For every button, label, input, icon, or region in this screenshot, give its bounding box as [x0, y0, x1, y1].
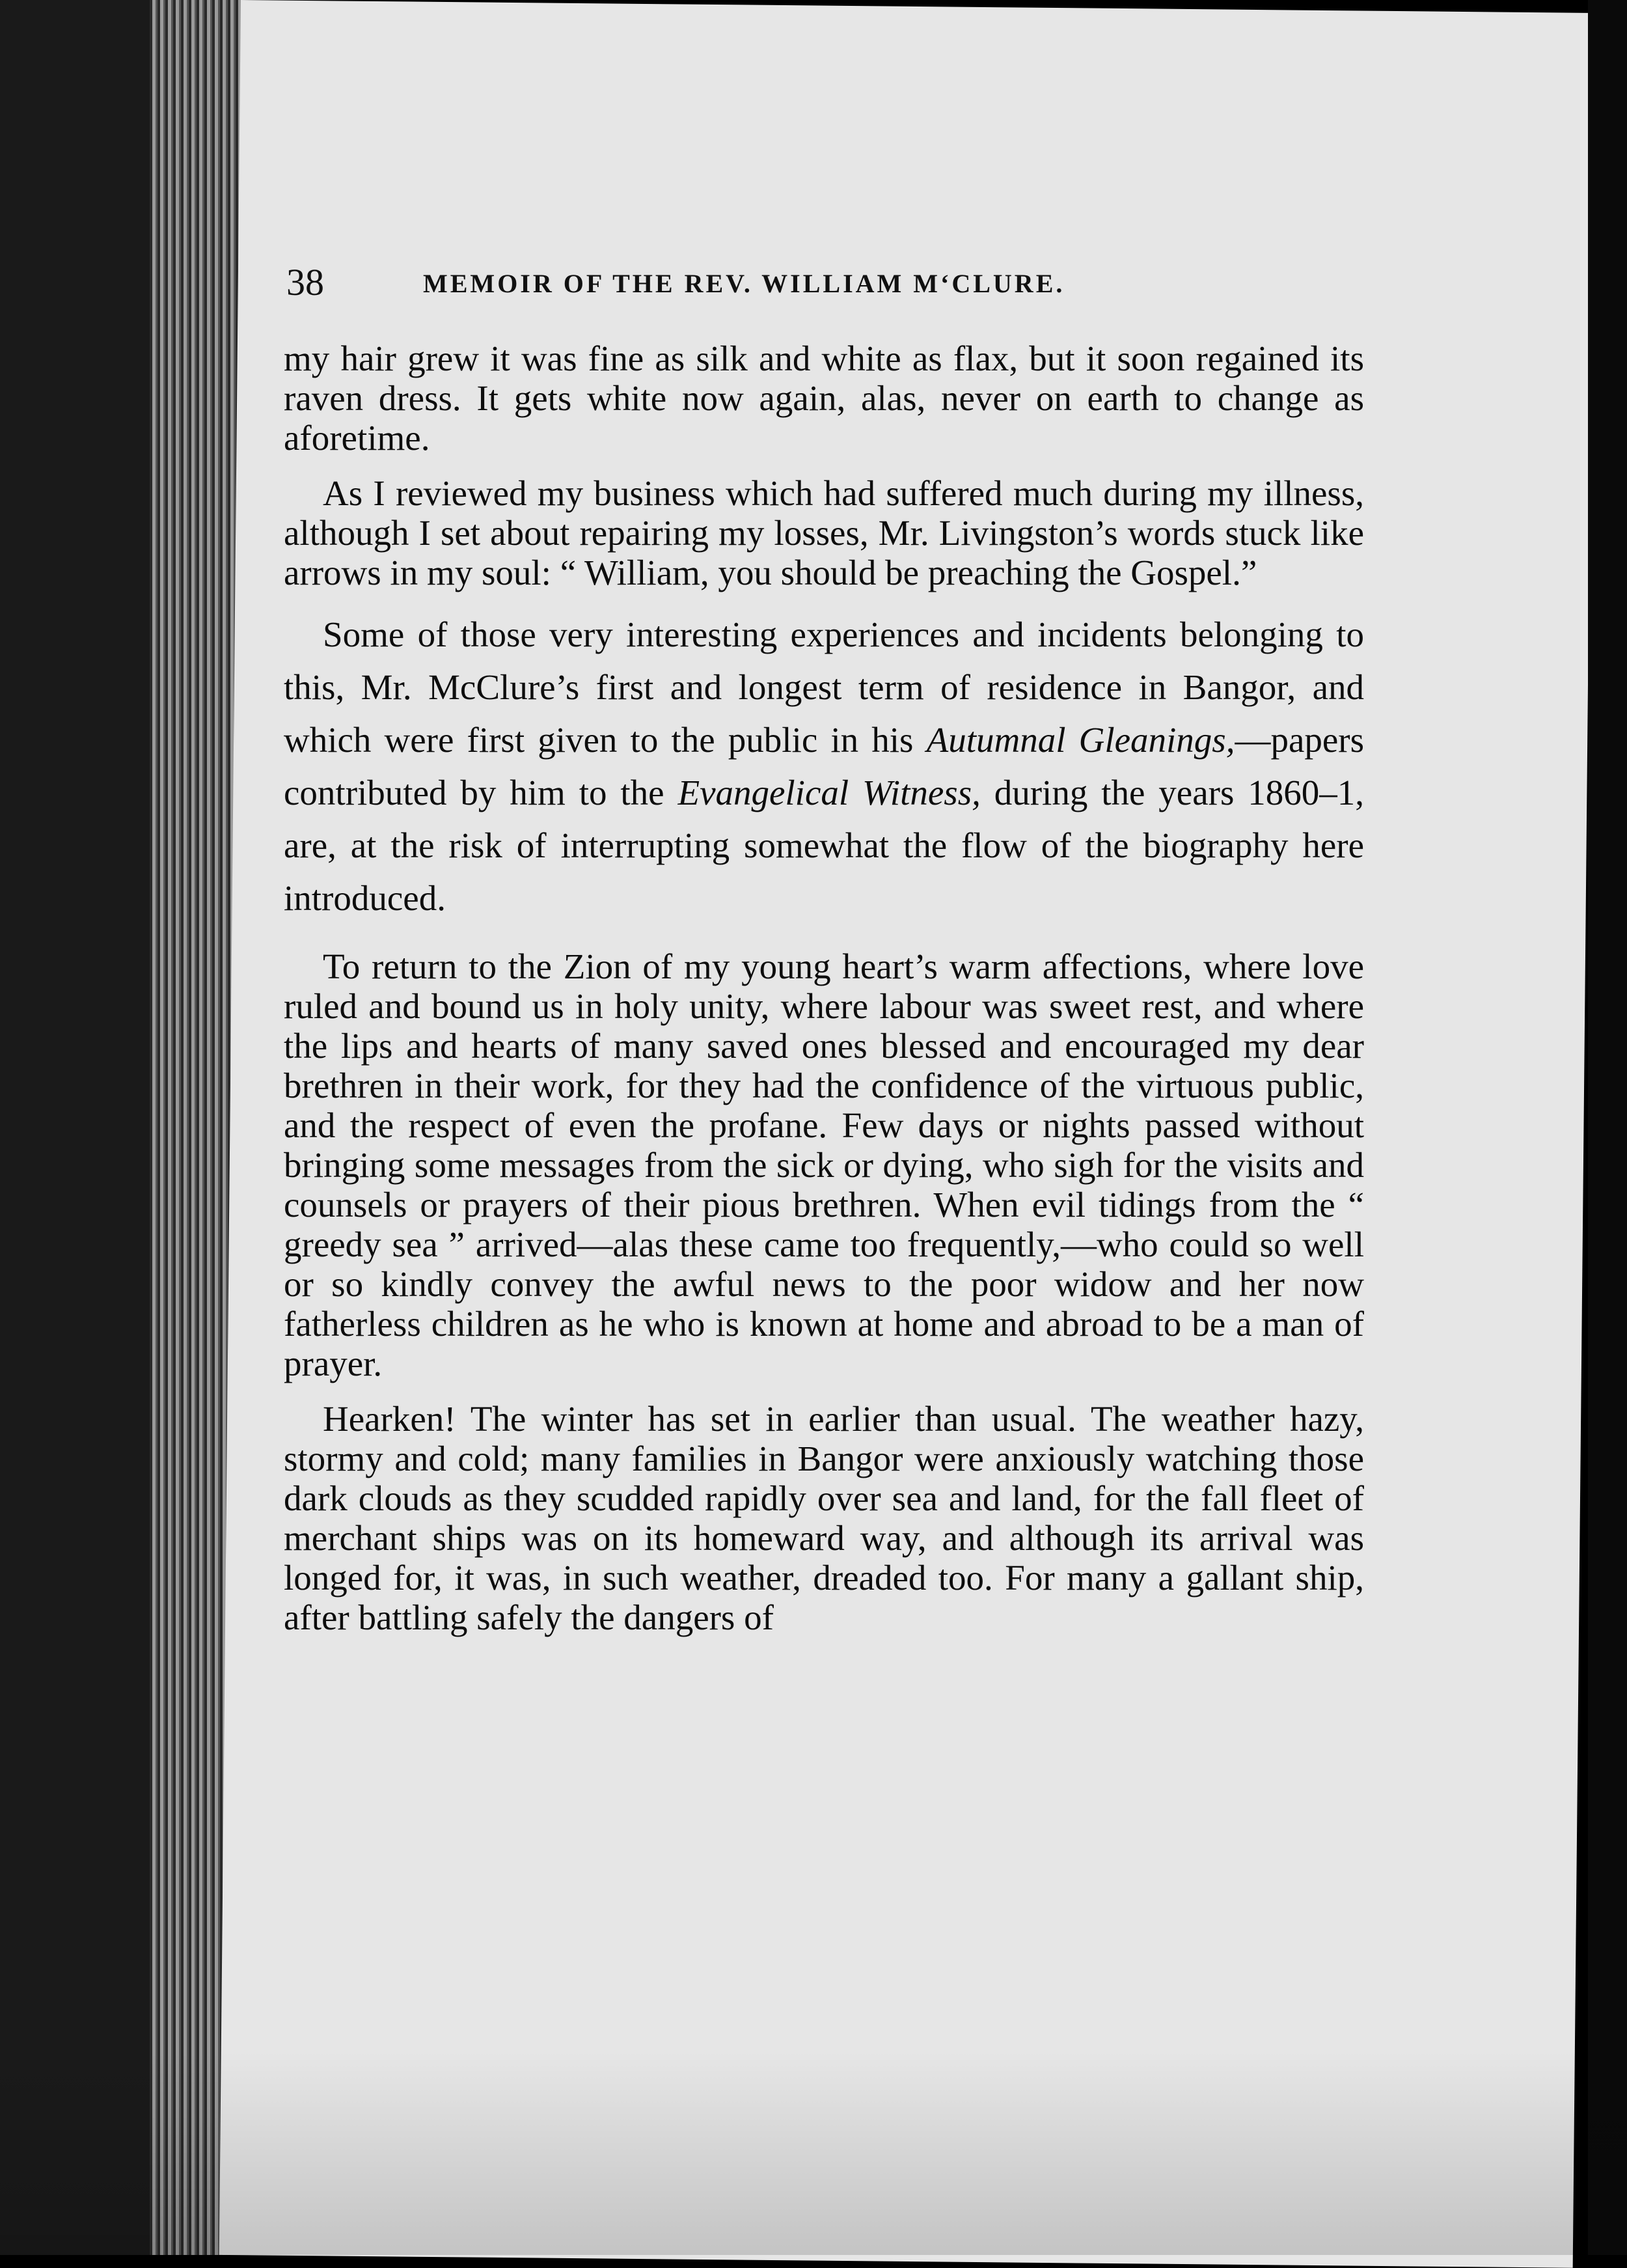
- title-autumnal-gleanings: Autumnal Gleanings,: [926, 720, 1235, 760]
- paragraph-5: Hearken! The winter has set in earlier than usual. The weather hazy, stormy and cold; many families in Bangor were anxiously watching those dark clouds as they scudded rapidly over sea and land, for the fall fleet of merchant ships was on its homeward way, and although its arrival was longed for, it was, in such weather, dreaded too. For many a gallant ship, after battling safely the dangers of: [284, 1399, 1364, 1637]
- paragraph-3: [284, 608, 1364, 924]
- paragraph-3-text-b: —papers contributed by him to the: [284, 720, 1364, 812]
- running-head: [286, 260, 1380, 306]
- paragraph-3-text-c: during the years 1860–1, are, at the risk of interrupting somewhat the flow of the biography here introduced.: [284, 773, 1364, 918]
- body-text: [284, 339, 1364, 1653]
- scan-background-left: [0, 0, 150, 2255]
- paragraph-4: To return to the Zion of my young heart’s warm affections, where love ruled and bound us in holy unity, where labour was sweet rest, and where the lips and hearts of many saved ones blessed and encouraged my dear brethren in their work, for they had the confidence of the virtuous public, and the respect of even the profane. Few days or nights passed without bringing some messages from the sick or dying, who sigh for the visits and counsels or prayers of their pious brethren. When evil tidings from the “ greedy sea ” arrived—alas these came too frequently,—who could so well or so kindly convey the awful news to the poor widow and her now fatherless children as he who is known at home and abroad to be a man of prayer.: [284, 947, 1364, 1383]
- scan-background-right: [1588, 0, 1627, 2255]
- paragraph-3-text-a: Some of those very interesting experiences and incidents belonging to this, Mr. McClure’s first and longest term of residence in Bangor, and which were first given to the public in his: [284, 615, 1364, 760]
- page-number: 38: [286, 261, 324, 303]
- title-evangelical-witness: Evangelical Witness,: [677, 773, 981, 812]
- paragraph-1: my hair grew it was fine as silk and white as flax, but it soon regained its raven dress. It gets white now again, alas, never on earth to change as aforetime.: [284, 339, 1364, 458]
- running-title: MEMOIR OF THE REV. WILLIAM M‘CLURE.: [423, 269, 1065, 298]
- paragraph-2: As I reviewed my business which had suffered much during my illness, although I set about repairing my losses, Mr. Livingston’s words stuck like arrows in my soul: “ William, you should be preaching the Gospel.”: [284, 473, 1364, 592]
